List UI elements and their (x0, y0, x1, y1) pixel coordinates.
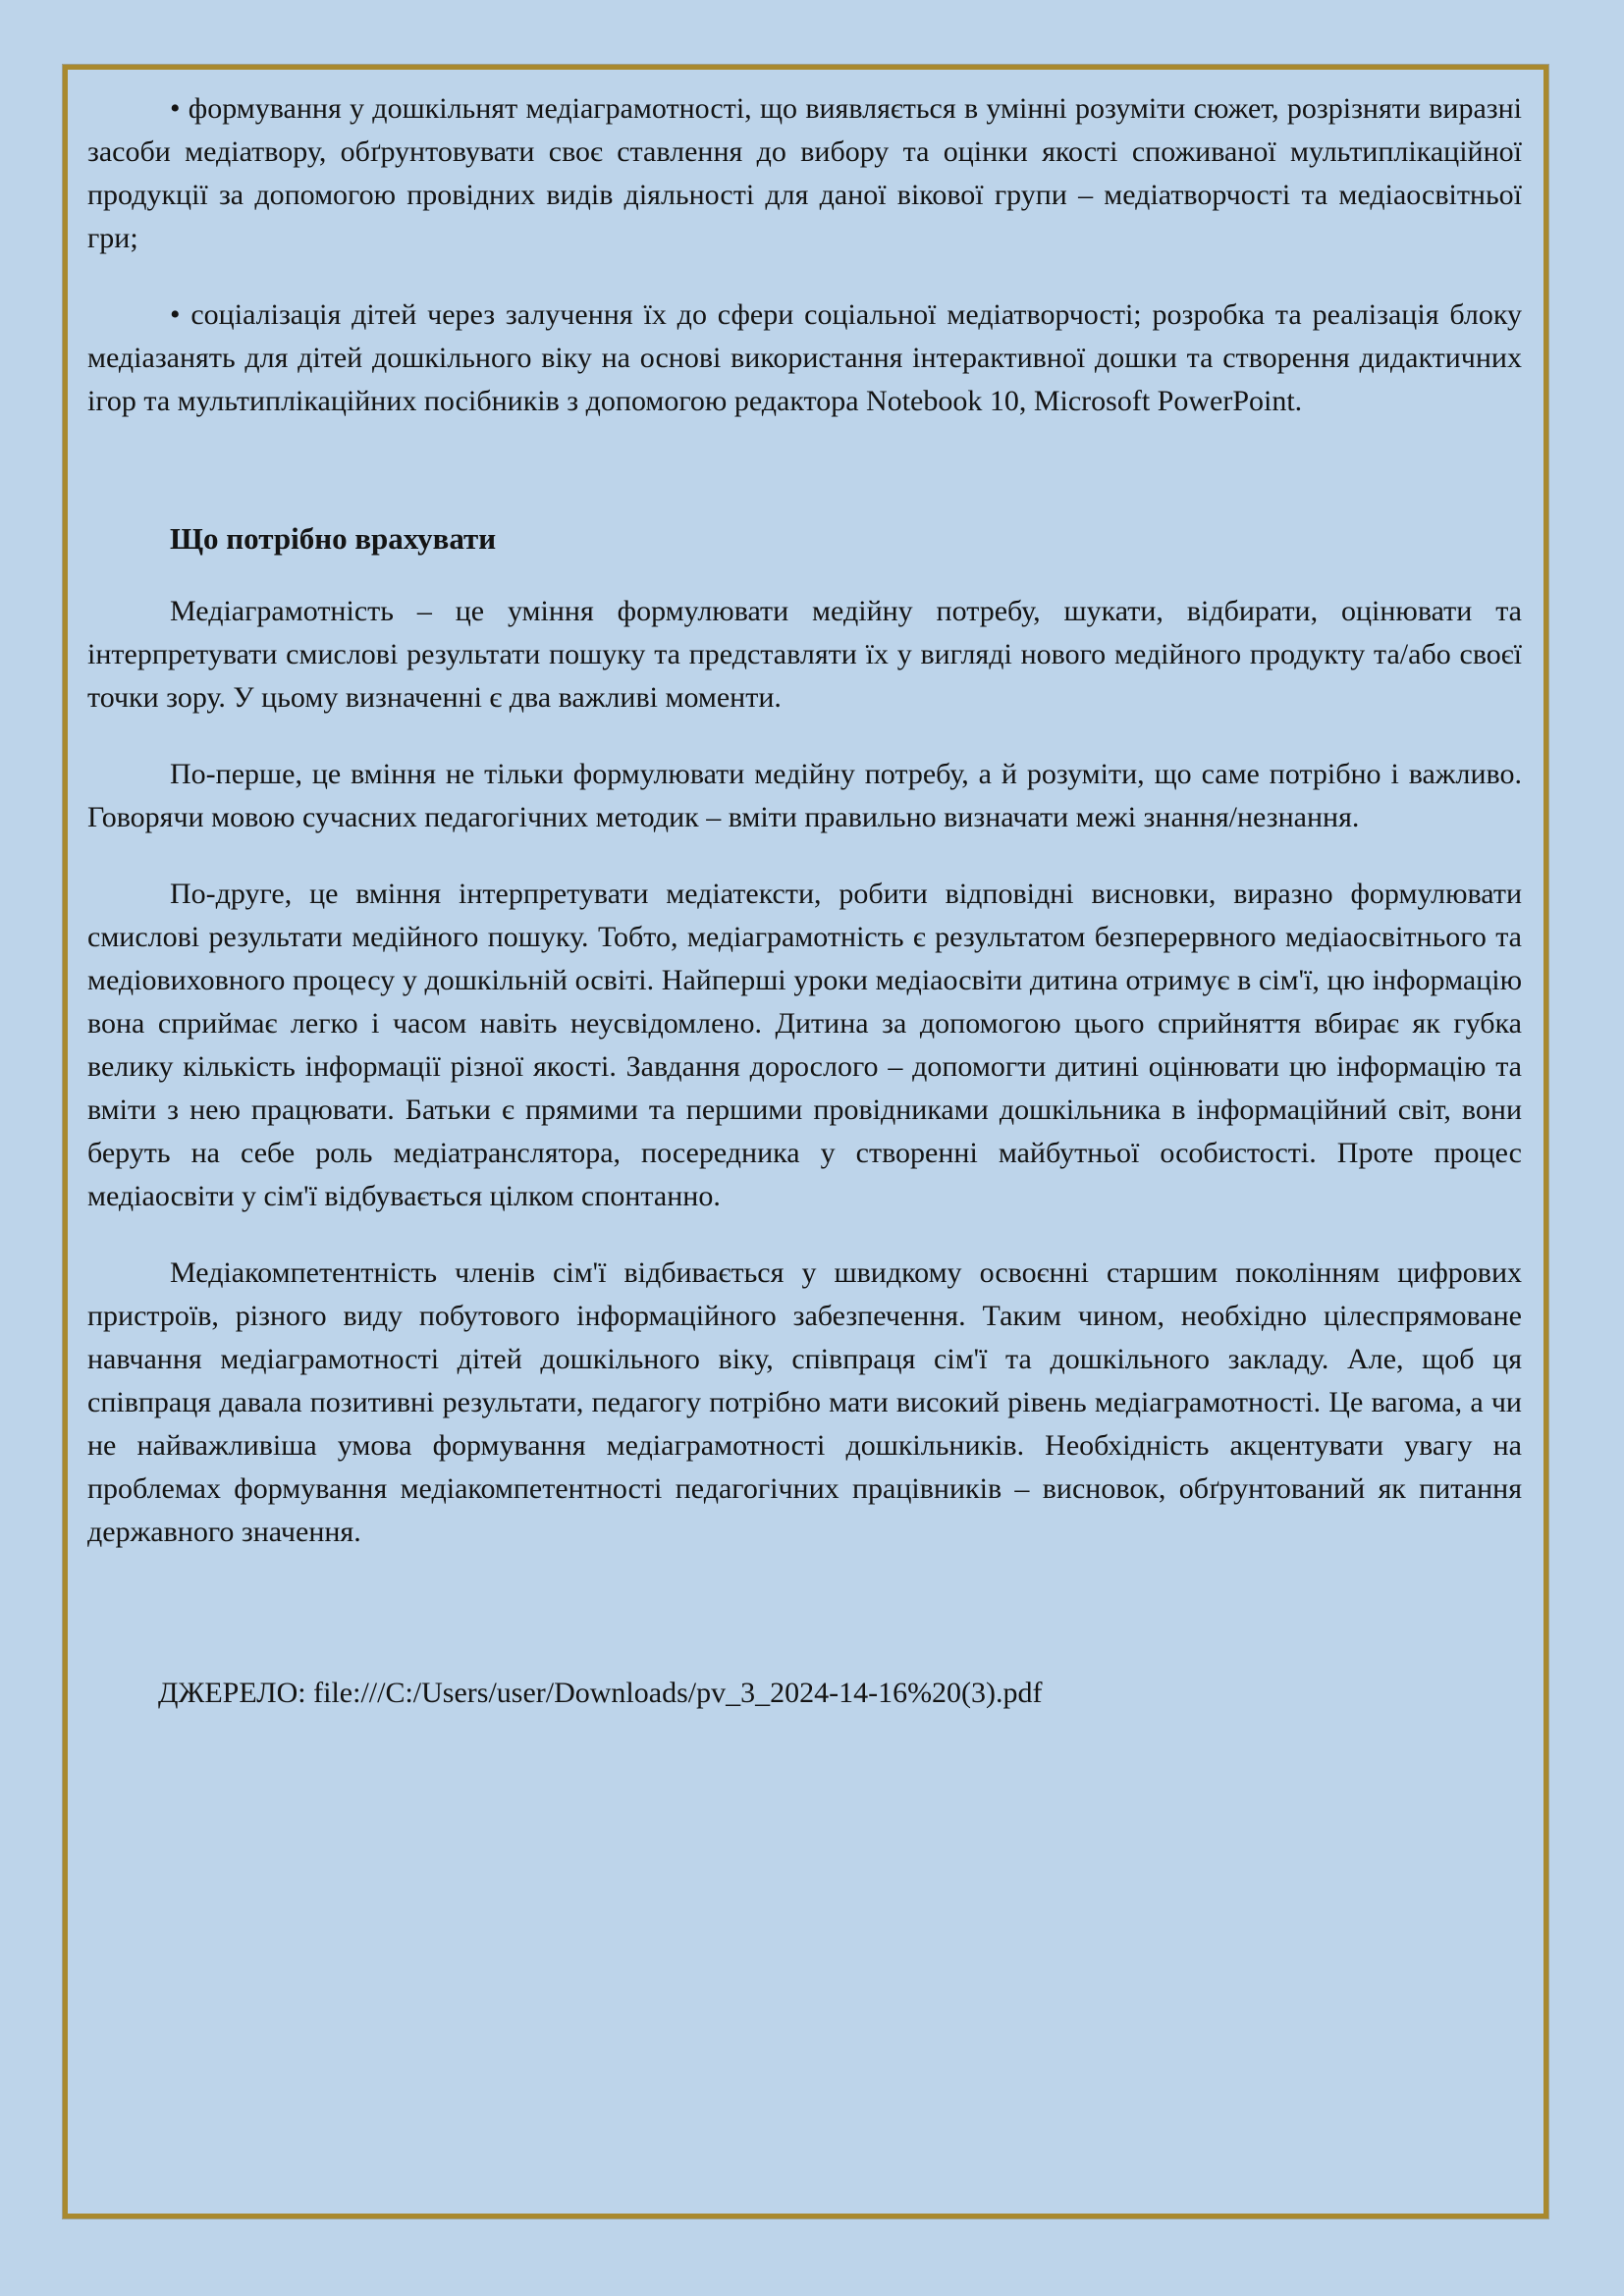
source-line: ДЖЕРЕЛО: file:///C:/Users/user/Downloads/pv_3_2024-14-16%20(3).pdf (158, 1677, 1043, 1709)
bullet-paragraph-formation: • формування у дошкільнят медіаграмотності, що виявляється в умінні розуміти сюжет, розрізняти виразні засоби медіатвору, обґрунтовувати своє ставлення до вибору та оцінки якості споживаної мультиплікаційної продукції за допомогою провідних видів діяльності для даної вікової групи – медіатворчості та медіаосвітньої гри; (87, 92, 1522, 254)
bullet-paragraph-socialization: • соціалізація дітей через залучення їх до сфери соціальної медіатворчості; розробка та реалізація блоку медіазанять для дітей дошкільного віку на основі використання інтерактивної дошки та створення дидактичних ігор та мультиплікаційних посібників з допомогою редактора Notebook 10, Microsoft PowerPoint. (87, 298, 1522, 417)
paragraph-family-media-competence: Медіакомпетентність членів сім'ї відбивається у швидкому освоєнні старшим поколінням цифрових пристроїв, різного виду побутового інформаційного забезпечення. Таким чином, необхідно цілеспрямоване навчання медіаграмотності дітей дошкільного віку, співпраця сім'ї та дошкільного закладу. Але, щоб ця співпраця давала позитивні результати, педагогу потрібно мати високий рівень медіаграмотності. Це вагома, а чи не найважливіша умова формування медіаграмотності дошкільників. Необхідність акцентувати увагу на проблемах формування медіакомпетентності педагогічних працівників – висновок, обґрунтований як питання державного значення. (87, 1256, 1522, 1548)
document-frame (63, 65, 1548, 2218)
paragraph-second-point: По-друге, це вміння інтерпретувати медіатексти, робити відповідні висновки, виразно формулювати смислові результати медійного пошуку. Тобто, медіаграмотність є результатом безперервного медіаосвітнього та медіовиховного процесу у дошкільній освіті. Найперші уроки медіаосвіти дитина отримує в сім'ї, цю інформацію вона сприймає легко і часом навіть неусвідомлено. Дитина за допомогою цього сприйняття вбирає як губка велику кількість інформації різної якості. Завдання дорослого – допомогти дитині оцінювати цю інформацію та вміти з нею працювати. Батьки є прямими та першими провідниками дошкільника в інформаційний світ, вони беруть на себе роль медіатранслятора, посередника у створенні майбутньої особистості. Проте процес медіаосвіти у сім'ї відбувається цілком спонтанно. (87, 878, 1522, 1212)
paragraph-media-literacy-definition: Медіаграмотність – це уміння формулювати медійну потребу, шукати, відбирати, оцінювати та інтерпретувати смислові результати пошуку та представляти їх у вигляді нового медійного продукту та/або своєї точки зору. У цьому визначенні є два важливі моменти. (87, 595, 1522, 714)
paragraph-first-point: По-перше, це вміння не тільки формулювати медійну потребу, а й розуміти, що саме потрібно і важливо. Говорячи мовою сучасних педагогічних методик – вміти правильно визначати межі знання/незнання. (87, 758, 1522, 833)
section-heading: Що потрібно врахувати (170, 521, 497, 556)
